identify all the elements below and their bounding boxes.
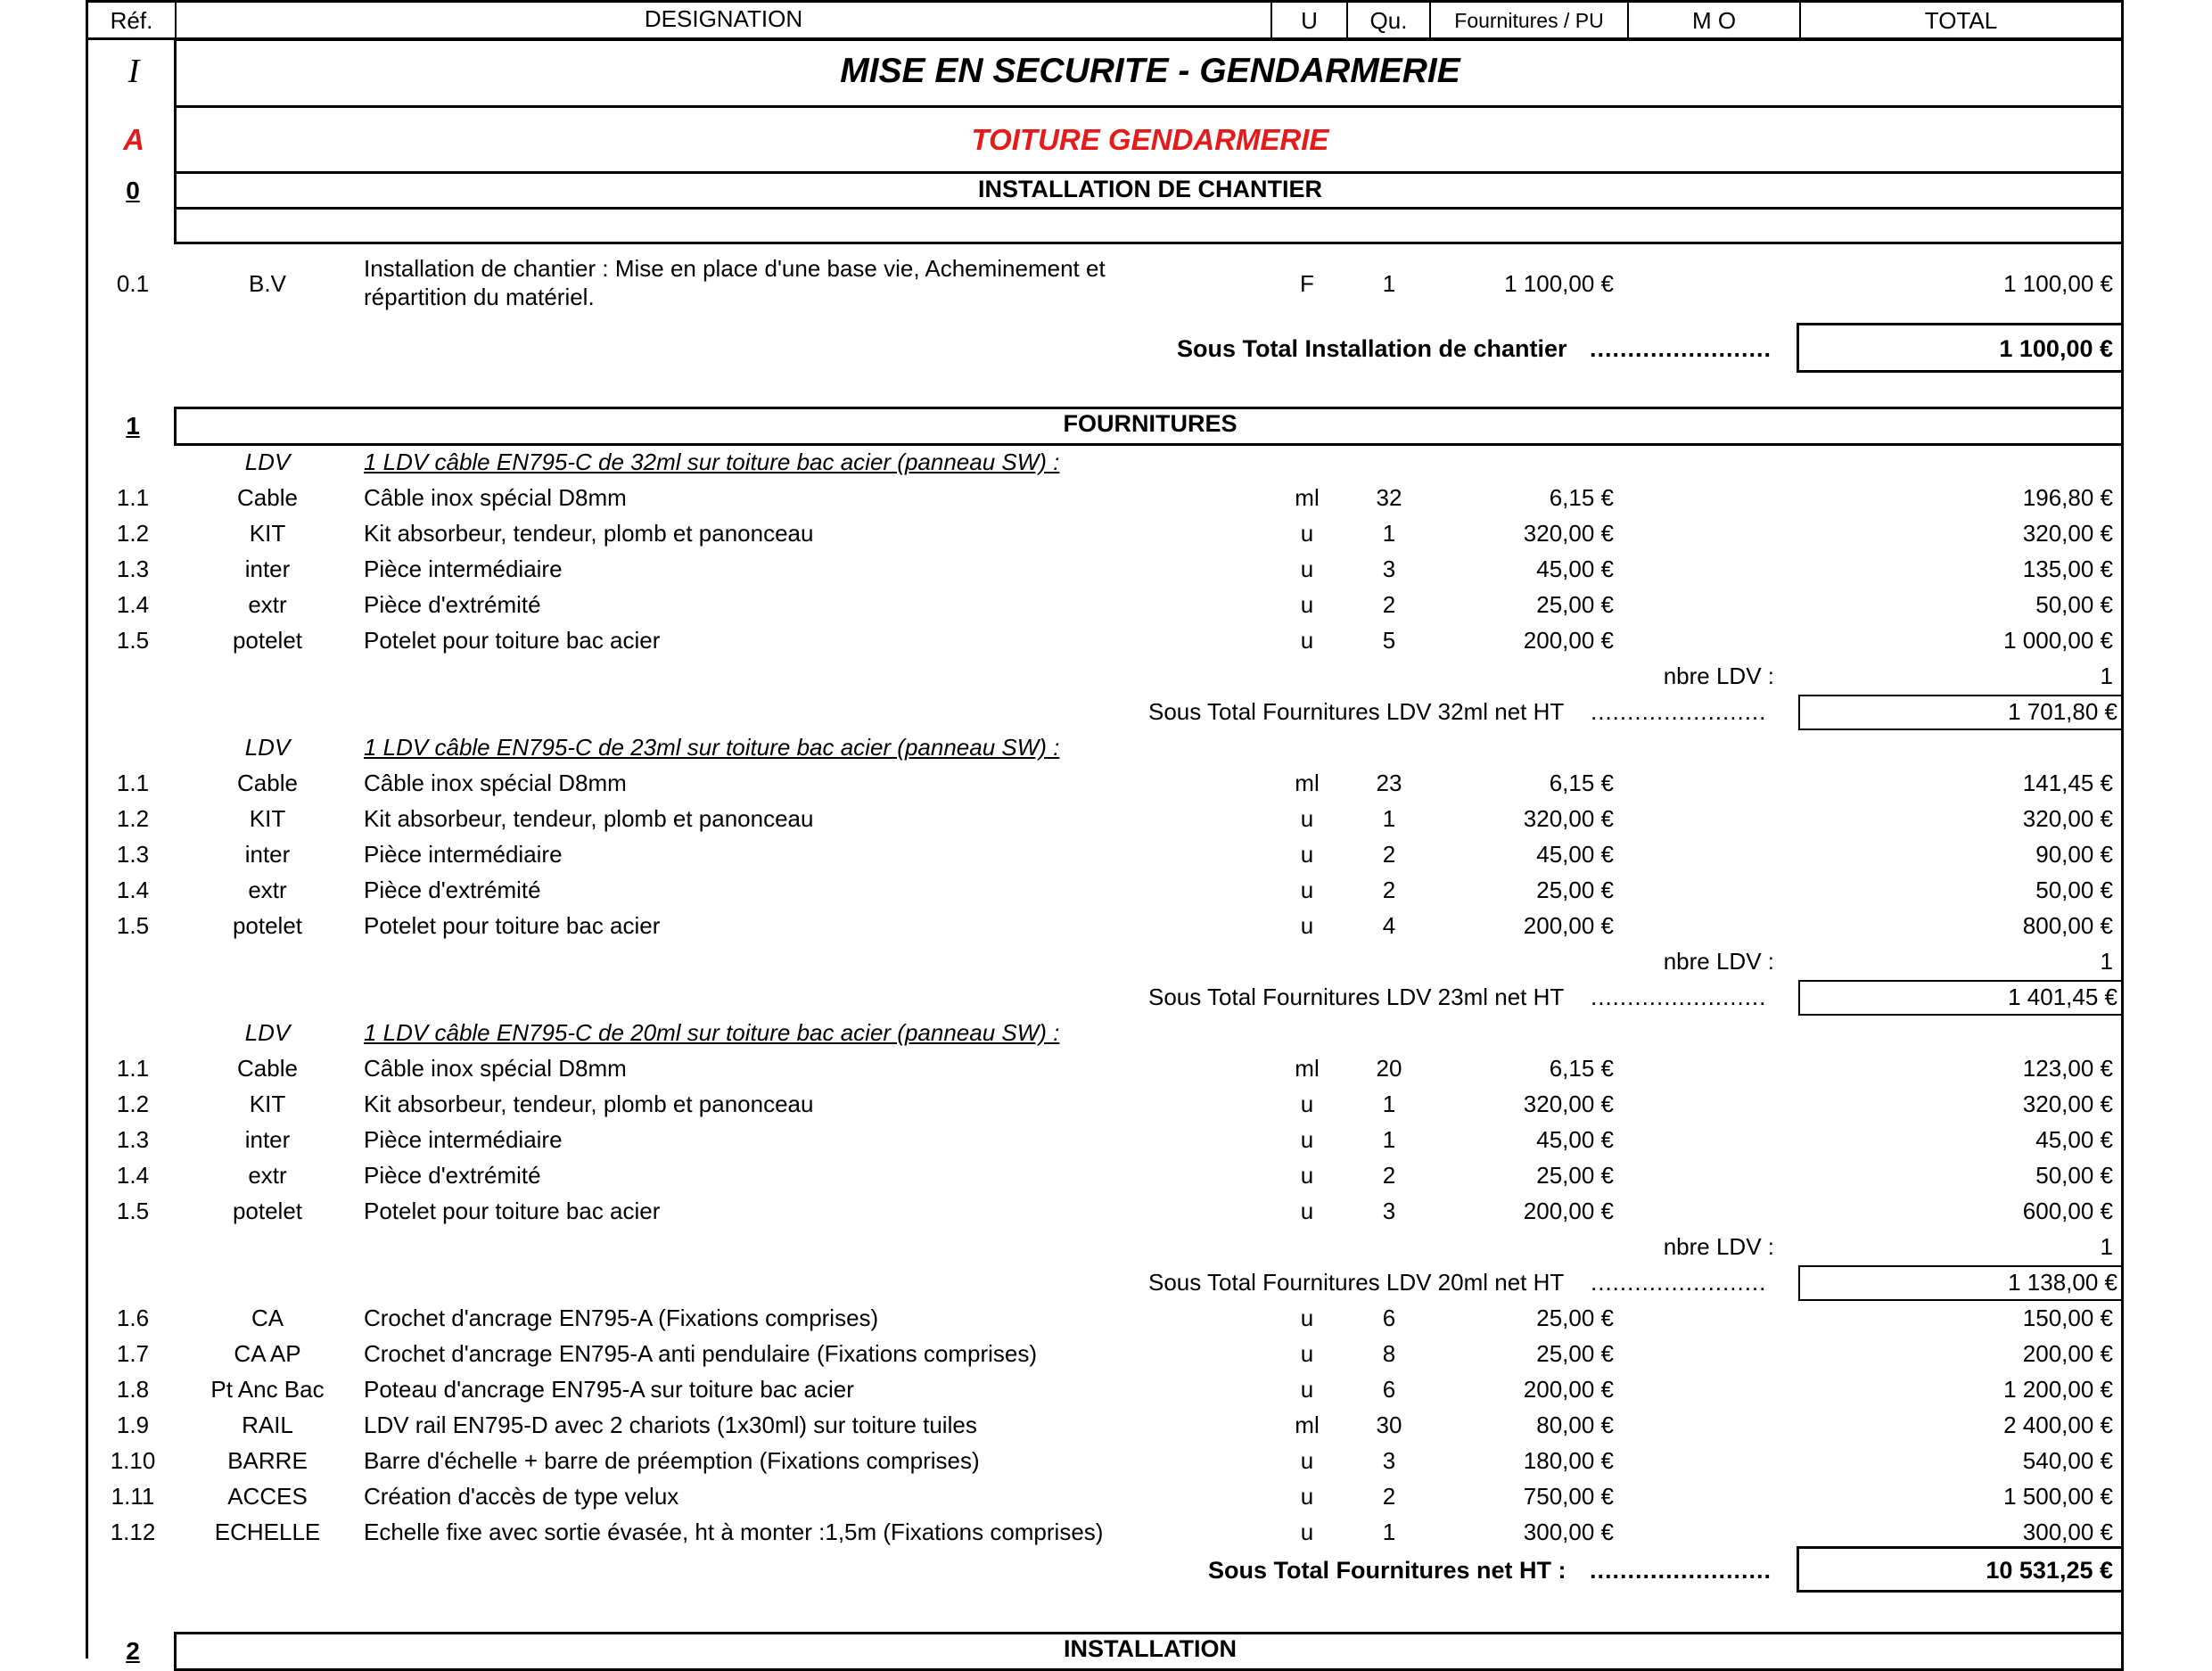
row-unit-price: 6,15 €	[1549, 770, 1614, 796]
row-unit-price: 25,00 €	[1536, 1162, 1614, 1189]
row-quantity: 3	[1382, 1447, 1396, 1474]
group-title: 1 LDV câble EN795-C de 32ml sur toiture bac acier (panneau SW) :	[364, 449, 1060, 475]
row-code: CA	[251, 1305, 284, 1331]
row-code: extr	[248, 591, 287, 618]
row-designation: Câble inox spécial D8mm	[364, 770, 627, 796]
row-quantity: 2	[1382, 1162, 1396, 1189]
row-ref: 1.7	[116, 1340, 150, 1367]
row-designation: Pièce d'extrémité	[364, 877, 541, 903]
row-total: 800,00 €	[2022, 912, 2113, 939]
header-mo: M O	[1691, 7, 1737, 34]
row-total: 135,00 €	[2022, 556, 2113, 582]
row-unit-price: 300,00 €	[1523, 1519, 1614, 1545]
row-total: 1 000,00 €	[2003, 627, 2113, 654]
row-unit: ml	[1295, 1055, 1320, 1082]
row-unit-price: 25,00 €	[1536, 591, 1614, 618]
nbre-label: nbre LDV :	[1663, 663, 1774, 689]
section0-item-pu: 1 100,00 €	[1504, 270, 1614, 297]
section0-ref: 0	[126, 177, 140, 204]
row-unit: u	[1300, 1198, 1314, 1224]
row-ref: 1.3	[116, 556, 150, 582]
group-subtotal-label: Sous Total Fournitures LDV 23ml net HT	[1148, 984, 1565, 1010]
row-designation: LDV rail EN795-D avec 2 chariots (1x30ml) sur toiture tuiles	[364, 1412, 977, 1438]
nbre-value: 1	[2100, 1233, 2113, 1260]
row-quantity: 1	[1382, 805, 1396, 832]
row-ref: 1.1	[116, 770, 150, 796]
row-total: 196,80 €	[2022, 484, 2113, 511]
row-code: CA AP	[234, 1340, 301, 1367]
header-u: U	[1301, 7, 1318, 34]
section1-ref: 1	[126, 412, 140, 440]
row-quantity: 2	[1382, 591, 1396, 618]
row-designation: Crochet d'ancrage EN795-A (Fixations comprises)	[364, 1305, 879, 1331]
nbre-label: nbre LDV :	[1663, 948, 1774, 975]
row-unit-price: 6,15 €	[1549, 484, 1614, 511]
row-code: potelet	[232, 627, 303, 654]
row-unit: u	[1300, 1376, 1314, 1403]
row-unit: u	[1300, 556, 1314, 582]
row-unit-price: 25,00 €	[1536, 877, 1614, 903]
row-unit-price: 45,00 €	[1536, 841, 1614, 868]
row-total: 123,00 €	[2022, 1055, 2113, 1082]
title-ref: I	[127, 53, 140, 90]
section0-item-desc2: répartition du matériel.	[364, 284, 595, 310]
row-code: inter	[244, 556, 291, 582]
row-unit: u	[1300, 912, 1314, 939]
header-ref: Réf.	[110, 7, 153, 34]
row-ref: 1.5	[116, 912, 150, 939]
row-code: RAIL	[242, 1412, 293, 1438]
row-code: extr	[248, 1162, 287, 1189]
row-code: potelet	[232, 1198, 303, 1224]
row-code: inter	[244, 841, 291, 868]
row-quantity: 1	[1382, 1091, 1396, 1117]
section0-item-desc1: Installation de chantier : Mise en place d'une base vie, Acheminement et	[364, 255, 1106, 282]
row-quantity: 6	[1382, 1305, 1396, 1331]
row-designation: Câble inox spécial D8mm	[364, 1055, 627, 1082]
row-ref: 1.8	[116, 1376, 150, 1403]
row-unit: u	[1300, 1519, 1314, 1545]
section1-subtotal-dots: ........................	[1590, 1557, 1772, 1584]
row-unit-price: 200,00 €	[1523, 1198, 1614, 1224]
row-quantity: 3	[1382, 556, 1396, 582]
row-designation: Potelet pour toiture bac acier	[364, 627, 661, 654]
row-unit-price: 25,00 €	[1536, 1305, 1614, 1331]
section1-subtotal-value: 10 531,25 €	[1986, 1557, 2113, 1584]
row-designation: Création d'accès de type velux	[364, 1483, 679, 1510]
row-designation: Pièce intermédiaire	[364, 556, 563, 582]
section0-item-u: F	[1300, 270, 1314, 297]
row-unit-price: 25,00 €	[1536, 1340, 1614, 1367]
row-unit-price: 200,00 €	[1523, 1376, 1614, 1403]
row-quantity: 32	[1376, 484, 1402, 511]
row-code: inter	[244, 1126, 291, 1153]
row-designation: Echelle fixe avec sortie évasée, ht à monter :1,5m (Fixations comprises)	[364, 1519, 1104, 1545]
group-subtotal-label: Sous Total Fournitures LDV 32ml net HT	[1148, 698, 1565, 725]
section0-subtotal-dots: ........................	[1590, 335, 1772, 362]
group-subtotal-dots: ........................	[1591, 1269, 1767, 1296]
row-designation: Barre d'échelle + barre de préemption (Fixations comprises)	[364, 1447, 980, 1474]
subtitle-ref: A	[123, 123, 144, 156]
row-total: 50,00 €	[2035, 1162, 2113, 1189]
row-unit: u	[1300, 877, 1314, 903]
group-title: 1 LDV câble EN795-C de 23ml sur toiture bac acier (panneau SW) :	[364, 734, 1060, 761]
row-code: extr	[248, 877, 287, 903]
header-total: TOTAL	[1924, 7, 1998, 34]
row-total: 1 500,00 €	[2003, 1483, 2113, 1510]
subtitle: TOITURE GENDARMERIE	[971, 123, 1329, 156]
row-total: 45,00 €	[2035, 1126, 2113, 1153]
row-total: 320,00 €	[2022, 1091, 2113, 1117]
row-code: KIT	[249, 805, 286, 832]
row-quantity: 4	[1382, 912, 1396, 939]
row-ref: 1.4	[116, 1162, 150, 1189]
row-designation: Pièce d'extrémité	[364, 1162, 541, 1189]
row-unit: u	[1300, 805, 1314, 832]
row-unit-price: 200,00 €	[1523, 627, 1614, 654]
nbre-value: 1	[2100, 948, 2113, 975]
row-unit-price: 200,00 €	[1523, 912, 1614, 939]
row-designation: Câble inox spécial D8mm	[364, 484, 627, 511]
row-ref: 1.6	[116, 1305, 150, 1331]
section0-item-total: 1 100,00 €	[2003, 270, 2113, 297]
row-ref: 1.9	[116, 1412, 150, 1438]
row-designation: Pièce intermédiaire	[364, 1126, 563, 1153]
row-code: BARRE	[227, 1447, 308, 1474]
section0-subtotal-value: 1 100,00 €	[1999, 335, 2113, 362]
row-unit: ml	[1295, 1412, 1320, 1438]
section0-subtotal-label: Sous Total Installation de chantier	[1177, 335, 1567, 362]
row-quantity: 23	[1376, 770, 1402, 796]
row-unit: u	[1300, 1126, 1314, 1153]
row-total: 300,00 €	[2022, 1519, 2113, 1545]
row-code: Cable	[237, 770, 298, 796]
section2-title: INSTALLATION	[1064, 1635, 1237, 1662]
row-ref: 1.3	[116, 1126, 150, 1153]
section1-title: FOURNITURES	[1063, 410, 1238, 437]
group-title: 1 LDV câble EN795-C de 20ml sur toiture bac acier (panneau SW) :	[364, 1019, 1060, 1046]
right-border	[2121, 0, 2124, 1659]
section0-item-ref: 0.1	[116, 270, 150, 297]
row-unit-price: 180,00 €	[1523, 1447, 1614, 1474]
row-code: KIT	[249, 520, 286, 547]
header-fournitures-pu: Fournitures / PU	[1454, 9, 1604, 32]
row-ref: 1.11	[111, 1483, 155, 1510]
row-ref: 1.12	[110, 1519, 156, 1545]
row-ref: 1.3	[116, 841, 150, 868]
row-unit-price: 45,00 €	[1536, 1126, 1614, 1153]
row-designation: Pièce d'extrémité	[364, 591, 541, 618]
row-unit: u	[1300, 1483, 1314, 1510]
row-quantity: 2	[1382, 877, 1396, 903]
row-ref: 1.5	[116, 627, 150, 654]
row-ref: 1.2	[116, 520, 150, 547]
row-total: 141,45 €	[2022, 770, 2113, 796]
section0-title: INSTALLATION DE CHANTIER	[978, 176, 1322, 202]
row-ref: 1.2	[116, 805, 150, 832]
row-unit: u	[1300, 1091, 1314, 1117]
row-quantity: 30	[1376, 1412, 1402, 1438]
row-unit-price: 320,00 €	[1523, 520, 1614, 547]
row-code: potelet	[232, 912, 303, 939]
row-unit: u	[1300, 627, 1314, 654]
row-quantity: 2	[1382, 1483, 1396, 1510]
row-unit-price: 320,00 €	[1523, 1091, 1614, 1117]
row-unit-price: 80,00 €	[1536, 1412, 1614, 1438]
row-total: 200,00 €	[2022, 1340, 2113, 1367]
row-designation: Potelet pour toiture bac acier	[364, 1198, 661, 1224]
row-unit: ml	[1295, 770, 1320, 796]
row-unit-price: 750,00 €	[1523, 1483, 1614, 1510]
row-quantity: 1	[1382, 520, 1396, 547]
row-designation: Kit absorbeur, tendeur, plomb et panonceau	[364, 805, 814, 832]
row-designation: Crochet d'ancrage EN795-A anti pendulaire (Fixations comprises)	[364, 1340, 1038, 1367]
row-designation: Kit absorbeur, tendeur, plomb et panonceau	[364, 1091, 814, 1117]
row-unit: u	[1300, 1162, 1314, 1189]
row-ref: 1.1	[116, 1055, 150, 1082]
row-unit: u	[1300, 520, 1314, 547]
row-total: 600,00 €	[2022, 1198, 2113, 1224]
group-subtotal-dots: ........................	[1591, 984, 1767, 1010]
group-subtotal-value: 1 401,45 €	[2008, 984, 2117, 1010]
row-total: 50,00 €	[2035, 877, 2113, 903]
row-quantity: 8	[1382, 1340, 1396, 1367]
section1-subtotal-label: Sous Total Fournitures net HT :	[1208, 1557, 1566, 1584]
row-code: Cable	[237, 484, 298, 511]
row-quantity: 3	[1382, 1198, 1396, 1224]
row-unit: u	[1300, 1340, 1314, 1367]
row-unit: u	[1300, 1305, 1314, 1331]
group-subtotal-value: 1 701,80 €	[2008, 698, 2117, 725]
nbre-label: nbre LDV :	[1663, 1233, 1774, 1260]
row-ref: 1.10	[110, 1447, 156, 1474]
row-total: 540,00 €	[2022, 1447, 2113, 1474]
row-code: Pt Anc Bac	[210, 1376, 325, 1403]
row-ref: 1.4	[116, 877, 150, 903]
header-qu: Qu.	[1369, 7, 1408, 34]
row-designation: Poteau d'ancrage EN795-A sur toiture bac acier	[364, 1376, 854, 1403]
group-code: LDV	[244, 734, 291, 761]
row-total: 50,00 €	[2035, 591, 2113, 618]
row-quantity: 5	[1382, 627, 1396, 654]
group-code: LDV	[244, 1019, 291, 1046]
row-code: ECHELLE	[214, 1519, 321, 1545]
row-unit: u	[1300, 1447, 1314, 1474]
row-unit: u	[1300, 841, 1314, 868]
row-total: 320,00 €	[2022, 520, 2113, 547]
row-unit: ml	[1295, 484, 1320, 511]
row-ref: 1.2	[116, 1091, 150, 1117]
row-ref: 1.5	[116, 1198, 150, 1224]
row-designation: Potelet pour toiture bac acier	[364, 912, 661, 939]
nbre-value: 1	[2100, 663, 2113, 689]
group-code: LDV	[244, 449, 291, 475]
group-subtotal-dots: ........................	[1591, 698, 1767, 725]
section0-item-qu: 1	[1382, 270, 1396, 297]
row-total: 2 400,00 €	[2003, 1412, 2113, 1438]
row-designation: Pièce intermédiaire	[364, 841, 563, 868]
row-quantity: 6	[1382, 1376, 1396, 1403]
row-unit: u	[1300, 591, 1314, 618]
row-quantity: 2	[1382, 841, 1396, 868]
row-ref: 1.4	[116, 591, 150, 618]
page-title: MISE EN SECURITE - GENDARMERIE	[840, 52, 1460, 90]
row-quantity: 20	[1376, 1055, 1402, 1082]
header-designation: DESIGNATION	[644, 5, 803, 32]
row-quantity: 1	[1382, 1126, 1396, 1153]
row-total: 320,00 €	[2022, 805, 2113, 832]
section0-item-code: B.V	[249, 270, 286, 297]
row-code: ACCES	[227, 1483, 308, 1510]
group-subtotal-label: Sous Total Fournitures LDV 20ml net HT	[1148, 1269, 1565, 1296]
row-ref: 1.1	[116, 484, 150, 511]
row-unit-price: 45,00 €	[1536, 556, 1614, 582]
row-quantity: 1	[1382, 1519, 1396, 1545]
row-total: 150,00 €	[2022, 1305, 2113, 1331]
section2-ref: 2	[126, 1637, 140, 1665]
row-code: KIT	[249, 1091, 286, 1117]
row-total: 90,00 €	[2035, 841, 2113, 868]
row-unit-price: 320,00 €	[1523, 805, 1614, 832]
row-unit-price: 6,15 €	[1549, 1055, 1614, 1082]
group-subtotal-value: 1 138,00 €	[2008, 1269, 2117, 1296]
row-code: Cable	[237, 1055, 298, 1082]
row-total: 1 200,00 €	[2003, 1376, 2113, 1403]
row-designation: Kit absorbeur, tendeur, plomb et panonceau	[364, 520, 814, 547]
